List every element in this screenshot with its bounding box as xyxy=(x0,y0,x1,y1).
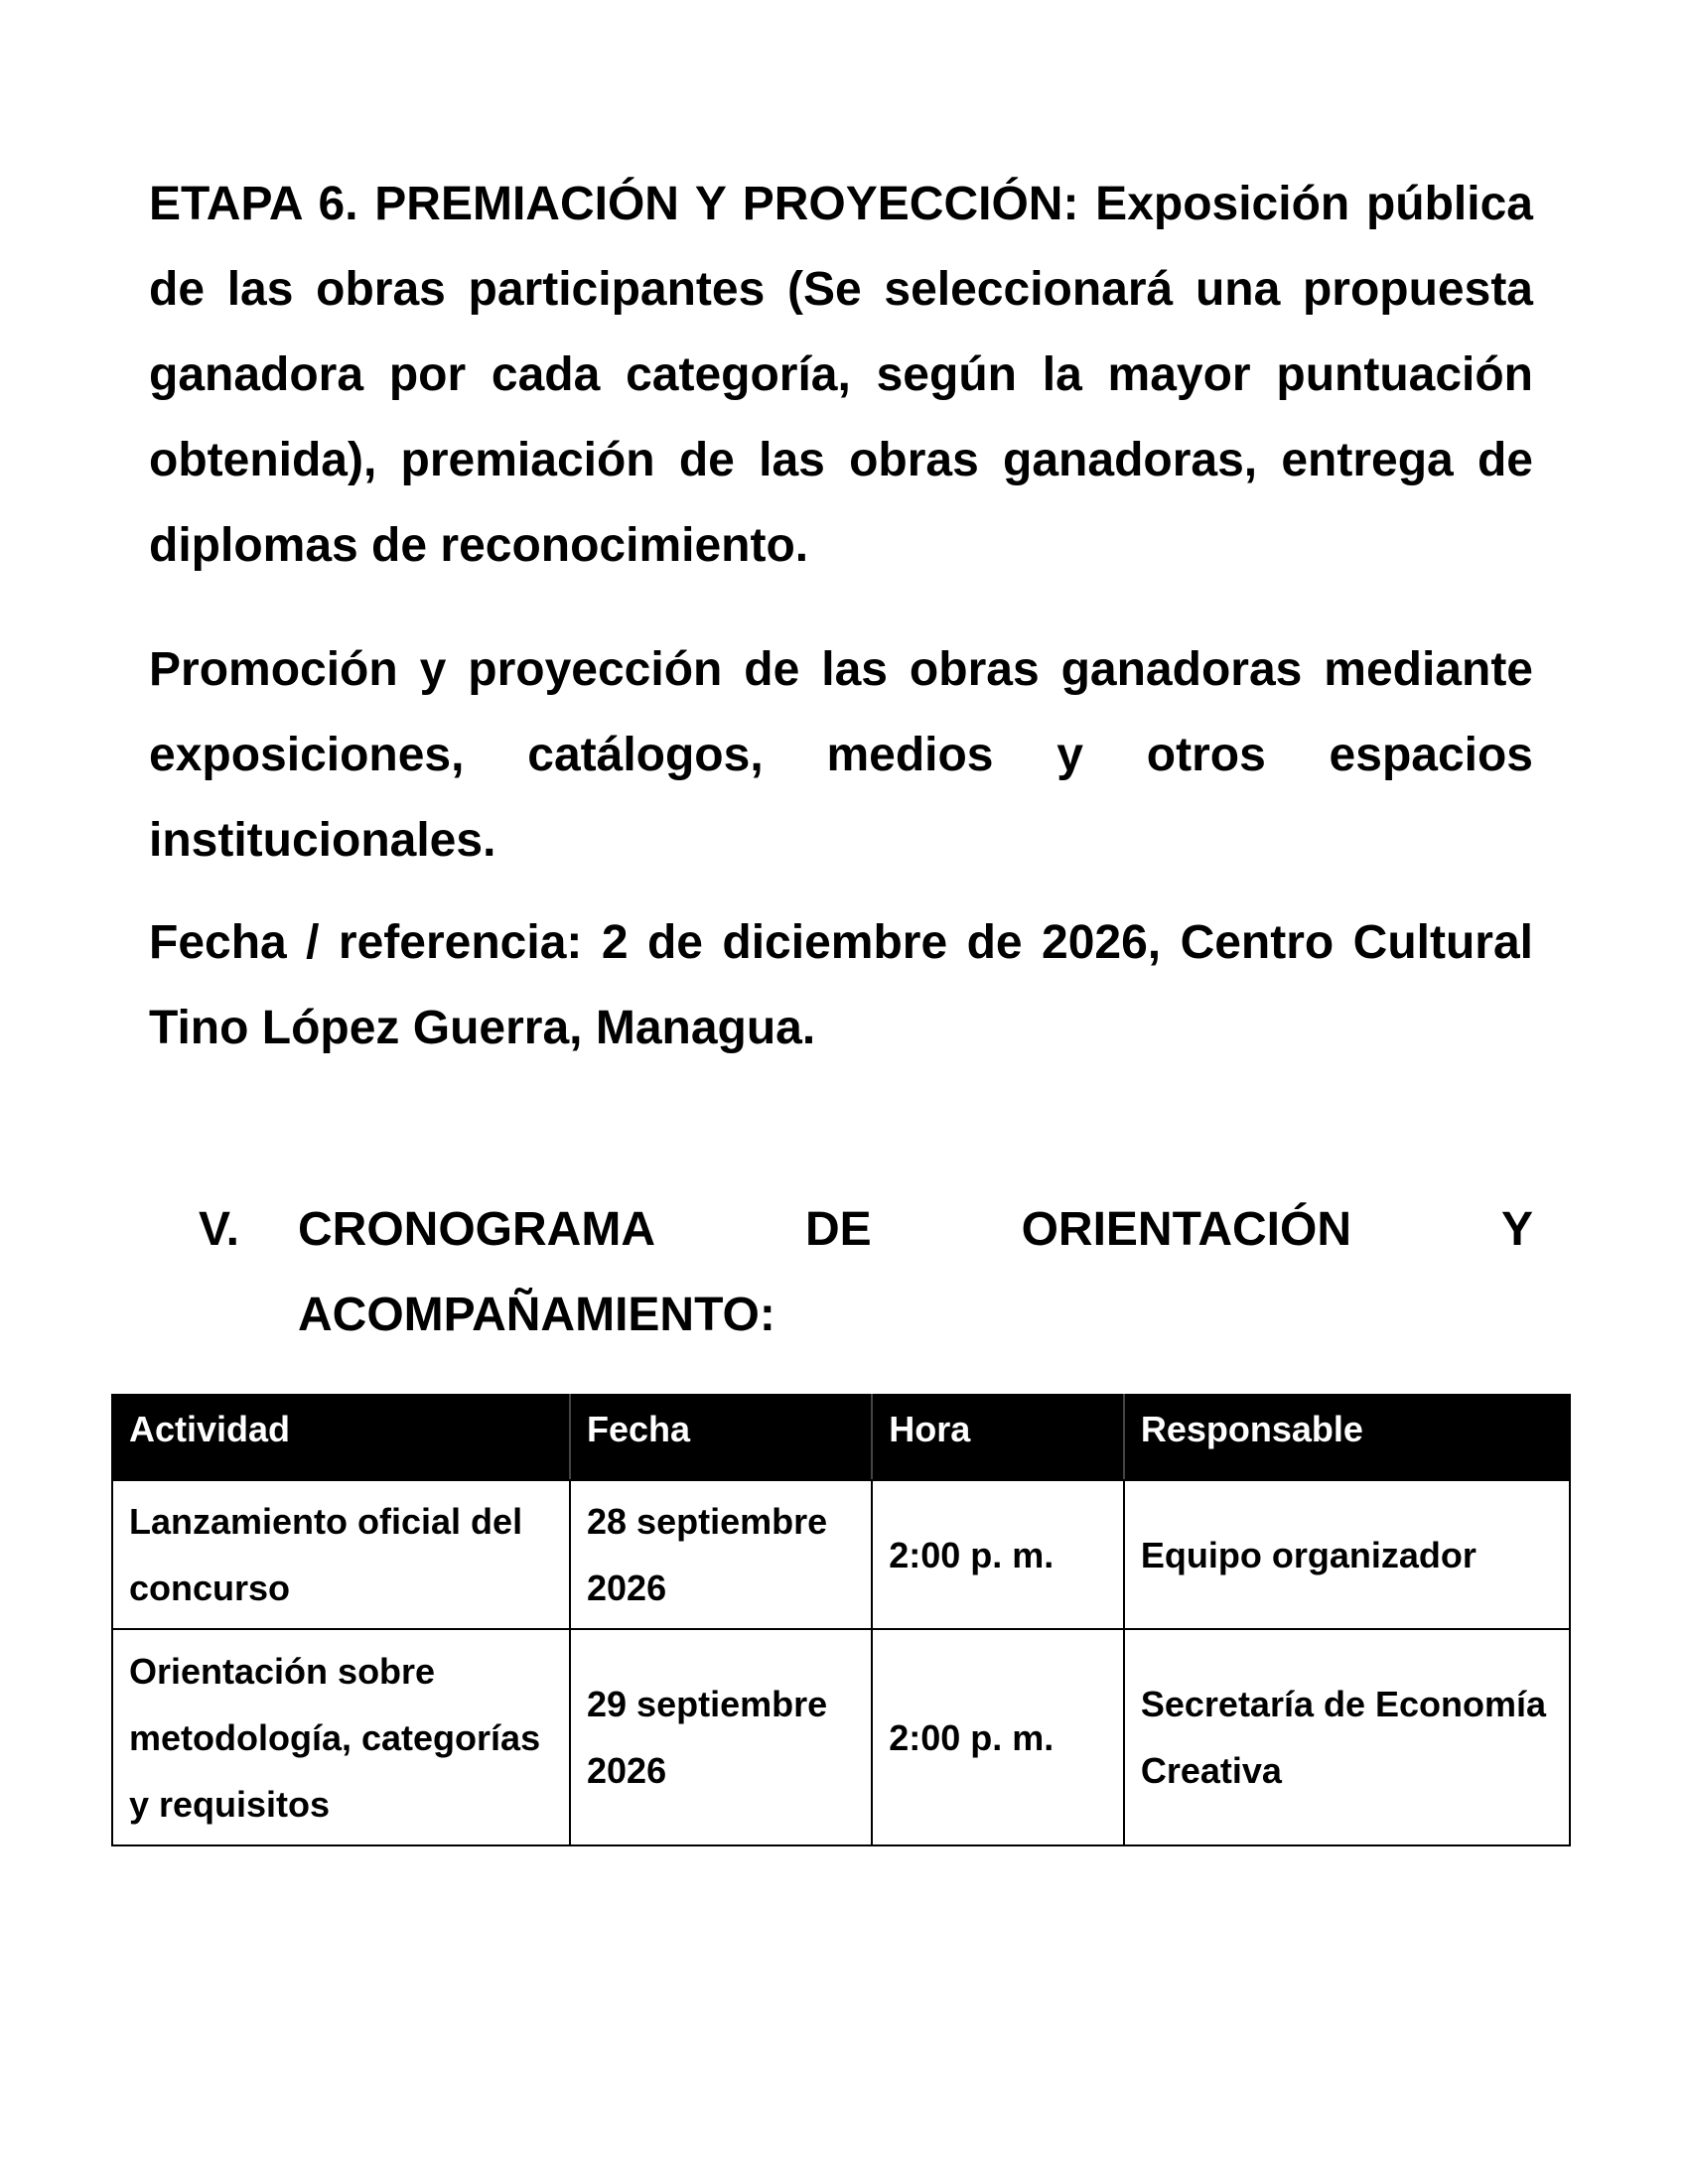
cell-responsable: Secretaría de Economía Creativa xyxy=(1124,1629,1570,1845)
cell-hora: 2:00 p. m. xyxy=(872,1480,1124,1629)
header-hora: Hora xyxy=(872,1395,1124,1480)
stage6-paragraph xyxy=(149,162,1533,589)
section-title-word: Y xyxy=(1500,1203,1533,1256)
section-title-word: ORIENTACIÓN xyxy=(1021,1203,1352,1256)
date-reference-text: Fecha / referencia: 2 de diciembre de 2026, Centro Cultural Tino López Guerra, Managua. xyxy=(149,916,1533,1054)
stage6-description: ETAPA 6. PREMIACIÓN Y PROYECCIÓN: Exposición pública de las obras participantes (Se seleccionará una propuesta ganadora por cada categoría, según la mayor puntuación obtenida), premiación de las obras ganadoras, entrega de diplomas de reconocimiento. xyxy=(149,178,1533,572)
section-title-word: CRONOGRAMA xyxy=(298,1203,655,1256)
header-fecha: Fecha xyxy=(570,1395,872,1480)
table-row xyxy=(112,1629,1570,1845)
section-title-line2: ACOMPAÑAMIENTO: xyxy=(298,1289,775,1341)
section-title xyxy=(298,1187,1533,1358)
cell-responsable: Equipo organizador xyxy=(1124,1480,1570,1629)
section-title-line1 xyxy=(298,1187,1533,1273)
cell-actividad: Lanzamiento oficial del concurso xyxy=(112,1480,570,1629)
header-responsable: Responsable xyxy=(1124,1395,1570,1480)
table-header-row xyxy=(112,1395,1570,1480)
cell-fecha: 28 septiembre 2026 xyxy=(570,1480,872,1629)
header-actividad: Actividad xyxy=(112,1395,570,1480)
table-row xyxy=(112,1480,1570,1629)
cell-fecha: 29 septiembre 2026 xyxy=(570,1629,872,1845)
schedule-table xyxy=(111,1394,1571,1846)
promotion-text: Promoción y proyección de las obras ganadoras mediante exposiciones, catálogos, medios y otros espacios institucionales. xyxy=(149,643,1533,867)
date-reference-paragraph xyxy=(149,900,1533,1071)
cell-hora: 2:00 p. m. xyxy=(872,1629,1124,1845)
section-number: V. xyxy=(199,1203,239,1256)
cell-actividad: Orientación sobre metodología, categorías y requisitos xyxy=(112,1629,570,1845)
promotion-paragraph xyxy=(149,627,1533,884)
section-title-word: DE xyxy=(804,1203,872,1256)
